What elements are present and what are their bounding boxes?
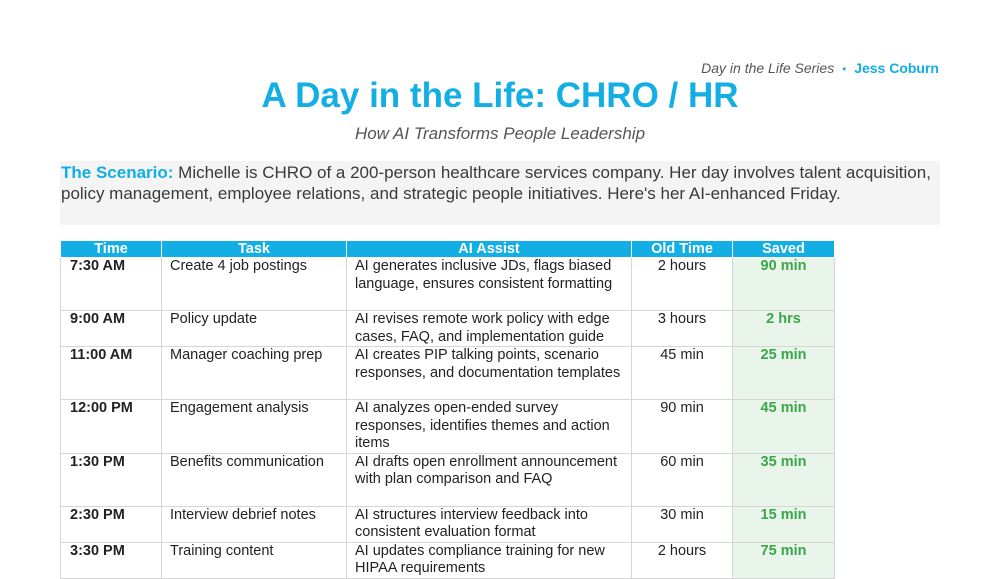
table-row: [61, 347, 835, 400]
cell-old-time: 2 hours: [632, 258, 733, 311]
cell-time: 2:30 PM: [61, 506, 162, 542]
cell-task: Create 4 job postings: [162, 258, 347, 311]
cell-old-time: 2 hours: [632, 542, 733, 578]
cell-saved: 2 hrs: [733, 311, 835, 347]
series-name: Day in the Life Series: [701, 60, 835, 76]
table-row: [61, 400, 835, 454]
author-name: Jess Coburn: [854, 60, 939, 76]
table-row: [61, 258, 835, 311]
scenario-label: The Scenario:: [61, 163, 174, 182]
cell-old-time: 3 hours: [632, 311, 733, 347]
table-row: [61, 542, 835, 578]
cell-old-time: 30 min: [632, 506, 733, 542]
cell-ai-assist: AI structures interview feedback into consistent evaluation format: [347, 506, 632, 542]
column-header-saved: Saved: [733, 241, 835, 258]
column-header-time: Time: [61, 241, 162, 258]
cell-time: 7:30 AM: [61, 258, 162, 311]
cell-ai-assist: AI creates PIP talking points, scenario responses, and documentation templates: [347, 347, 632, 400]
column-header-old-time: Old Time: [632, 241, 733, 258]
cell-task: Policy update: [162, 311, 347, 347]
cell-task: Benefits communication: [162, 453, 347, 506]
cell-ai-assist: AI drafts open enrollment announcement with plan comparison and FAQ: [347, 453, 632, 506]
cell-old-time: 45 min: [632, 347, 733, 400]
page-subtitle: How AI Transforms People Leadership: [354, 124, 646, 143]
column-header-task: Task: [162, 241, 347, 258]
cell-saved: 35 min: [733, 453, 835, 506]
cell-task: Engagement analysis: [162, 400, 347, 454]
table-row: [61, 453, 835, 506]
cell-saved: 25 min: [733, 347, 835, 400]
column-header-ai-assist: AI Assist: [347, 241, 632, 258]
cell-ai-assist: AI updates compliance training for new HIPAA requirements: [347, 542, 632, 578]
cell-old-time: 60 min: [632, 453, 733, 506]
cell-task: Manager coaching prep: [162, 347, 347, 400]
cell-time: 11:00 AM: [61, 347, 162, 400]
cell-time: 12:00 PM: [61, 400, 162, 454]
cell-time: 3:30 PM: [61, 542, 162, 578]
cell-task: Training content: [162, 542, 347, 578]
cell-saved: 75 min: [733, 542, 835, 578]
table-header-row: [61, 241, 835, 258]
cell-saved: 90 min: [733, 258, 835, 311]
scenario-text: Michelle is CHRO of a 200-person healthcare services company. Her day involves talent acquisition, policy management, employee relations, and strategic people initiatives. Here's her AI-enhanced Friday.: [61, 163, 931, 203]
page-title: A Day in the Life: CHRO / HR: [261, 76, 739, 115]
cell-saved: 45 min: [733, 400, 835, 454]
cell-time: 1:30 PM: [61, 453, 162, 506]
table-row: [61, 311, 835, 347]
scenario-box: [60, 161, 940, 225]
cell-time: 9:00 AM: [61, 311, 162, 347]
separator-dot: •: [842, 62, 847, 76]
cell-ai-assist: AI revises remote work policy with edge cases, FAQ, and implementation guide: [347, 311, 632, 347]
cell-old-time: 90 min: [632, 400, 733, 454]
cell-ai-assist: AI generates inclusive JDs, flags biased language, ensures consistent formatting: [347, 258, 632, 311]
table-row: [61, 506, 835, 542]
cell-task: Interview debrief notes: [162, 506, 347, 542]
schedule-table: [60, 240, 835, 579]
cell-ai-assist: AI analyzes open-ended survey responses, identifies themes and action items: [347, 400, 632, 454]
cell-saved: 15 min: [733, 506, 835, 542]
series-byline: [701, 60, 939, 76]
